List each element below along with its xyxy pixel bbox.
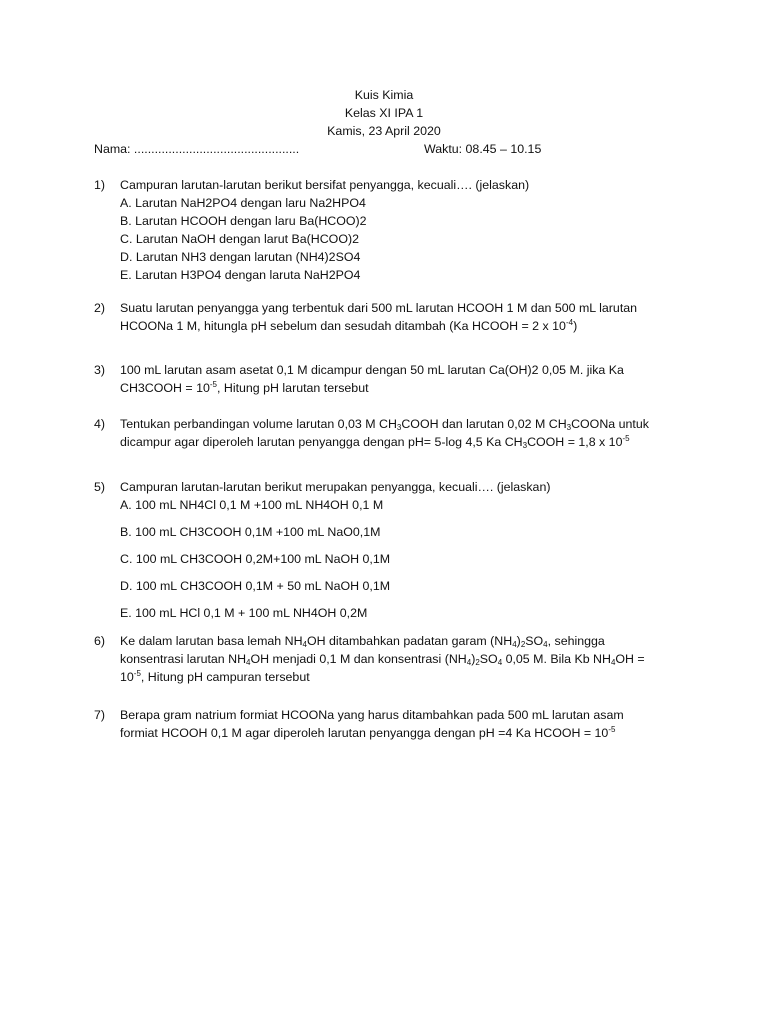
question-body xyxy=(120,415,660,451)
text-segment: OH = xyxy=(615,652,645,666)
question-text-line-1 xyxy=(120,415,660,433)
text-segment: , Hitung pH larutan tersebut xyxy=(217,381,369,395)
option-c: C. Larutan NaOH dengan larut Ba(HCOO)2 xyxy=(120,232,359,246)
text-segment: Tentukan perbandingan volume larutan 0,03 M CH xyxy=(120,417,397,431)
date-label: Kamis, 23 April 2020 xyxy=(327,124,441,138)
text-segment: COOH = 1,8 x 10 xyxy=(527,435,623,449)
question-number: 3) xyxy=(94,363,106,377)
option-d: D. 100 mL CH3COOH 0,1M + 50 mL NaOH 0,1M xyxy=(120,579,391,593)
option-b: B. 100 mL CH3COOH 0,1M +100 mL NaO0,1M xyxy=(120,525,381,539)
text-segment: formiat HCOOH 0,1 M agar diperoleh larutan penyangga dengan pH =4 Ka HCOOH = 10 xyxy=(120,726,609,740)
option-e: E. Larutan H3PO4 dengan laruta NaH2PO4 xyxy=(120,268,361,282)
question-body xyxy=(120,632,660,686)
text-segment: 10 xyxy=(120,670,134,684)
text-segment: Ke dalam larutan basa lemah NH xyxy=(120,634,303,648)
subscript: 2 xyxy=(520,640,526,649)
subscript: 4 xyxy=(512,640,517,649)
subscript: 4 xyxy=(543,640,548,649)
question-number: 5) xyxy=(94,480,106,494)
question-text: Campuran larutan-larutan berikut merupakan penyangga, kecuali…. (jelaskan) xyxy=(120,480,551,494)
question-text-line-1 xyxy=(120,632,660,650)
question-body xyxy=(120,176,660,284)
option-a: A. 100 mL NH4Cl 0,1 M +100 mL NH4OH 0,1 M xyxy=(120,498,384,512)
text-segment: HCOONa 1 M, hitungla pH sebelum dan sesudah ditambah (Ka HCOOH = 2 x 10 xyxy=(120,319,566,333)
text-segment: OH menjadi 0,1 M dan konsentrasi (NH xyxy=(250,652,467,666)
superscript: -5 xyxy=(622,434,630,443)
question-number: 6) xyxy=(94,634,106,648)
question-number: 2) xyxy=(94,301,106,315)
subscript: 4 xyxy=(610,658,616,667)
question-text-line-2 xyxy=(120,433,660,451)
quiz-header xyxy=(0,86,768,140)
superscript: -4 xyxy=(565,318,574,327)
subscript: 3 xyxy=(522,441,528,450)
option-b: B. Larutan HCOOH dengan laru Ba(HCOO)2 xyxy=(120,214,367,228)
question-body xyxy=(120,706,660,742)
subscript: 2 xyxy=(475,658,480,667)
question-text-line-3 xyxy=(120,668,660,686)
question-text-line-1: Suatu larutan penyangga yang terbentuk dari 500 mL larutan HCOOH 1 M dan 500 mL larutan xyxy=(120,301,638,315)
text-segment: CH3COOH = 10 xyxy=(120,381,210,395)
subscript: 4 xyxy=(497,658,503,667)
text-segment: , Hitung pH campuran tersebut xyxy=(140,670,310,684)
question-text-line-2 xyxy=(120,724,660,742)
question-number: 4) xyxy=(94,417,106,431)
text-segment: COOH dan larutan 0,02 M CH xyxy=(401,417,567,431)
option-e: E. 100 mL HCl 0,1 M + 100 mL NH4OH 0,2M xyxy=(120,606,368,620)
option-d: D. Larutan NH3 dengan larutan (NH4)2SO4 xyxy=(120,250,361,264)
text-segment: 0,05 M. Bila Kb NH xyxy=(502,652,611,666)
text-segment: ) xyxy=(471,652,476,666)
question-body xyxy=(120,478,660,622)
question-body xyxy=(120,361,660,397)
text-segment: , sehingga xyxy=(547,634,605,648)
text-segment: SO xyxy=(479,652,498,666)
question-text-line-2 xyxy=(120,379,660,397)
superscript: -5 xyxy=(608,725,616,734)
superscript: -5 xyxy=(209,380,217,389)
text-segment: ) xyxy=(573,319,578,333)
question-number: 1) xyxy=(94,178,106,192)
question-text-line-1: Berapa gram natrium formiat HCOONa yang harus ditambahkan pada 500 mL larutan asam xyxy=(120,708,624,722)
text-segment: SO xyxy=(525,634,544,648)
option-c: C. 100 mL CH3COOH 0,2M+100 mL NaOH 0,1M xyxy=(120,552,391,566)
subscript: 4 xyxy=(466,658,472,667)
option-a: A. Larutan NaH2PO4 dengan laru Na2HPO4 xyxy=(120,196,366,210)
question-text-line-2 xyxy=(120,650,660,668)
text-segment: konsentrasi larutan NH xyxy=(120,652,247,666)
question-body xyxy=(120,299,660,335)
quiz-title: Kuis Kimia xyxy=(354,88,414,102)
name-field-label: Nama: ................................................ xyxy=(94,142,300,156)
name-time-row xyxy=(94,140,654,158)
time-label: Waktu: 08.45 – 10.15 xyxy=(424,142,542,156)
text-segment: COONa untuk xyxy=(571,417,649,431)
superscript: -5 xyxy=(133,669,141,678)
text-segment: ) xyxy=(516,634,521,648)
class-label: Kelas XI IPA 1 xyxy=(344,106,424,120)
question-text: Campuran larutan-larutan berikut bersifat penyangga, kecuali…. (jelaskan) xyxy=(120,178,530,192)
subscript: 3 xyxy=(566,423,572,432)
question-text-line-1: 100 mL larutan asam asetat 0,1 M dicampur dengan 50 mL larutan Ca(OH)2 0,05 M. jika Ka xyxy=(120,363,624,377)
text-segment: dicampur agar diperoleh larutan penyangga dengan pH= 5-log 4,5 Ka CH xyxy=(120,435,523,449)
subscript: 4 xyxy=(302,640,307,649)
question-text-line-2 xyxy=(120,317,660,335)
subscript: 4 xyxy=(246,658,251,667)
question-number: 7) xyxy=(94,708,106,722)
subscript: 3 xyxy=(396,423,402,432)
text-segment: OH ditambahkan padatan garam (NH xyxy=(306,634,513,648)
